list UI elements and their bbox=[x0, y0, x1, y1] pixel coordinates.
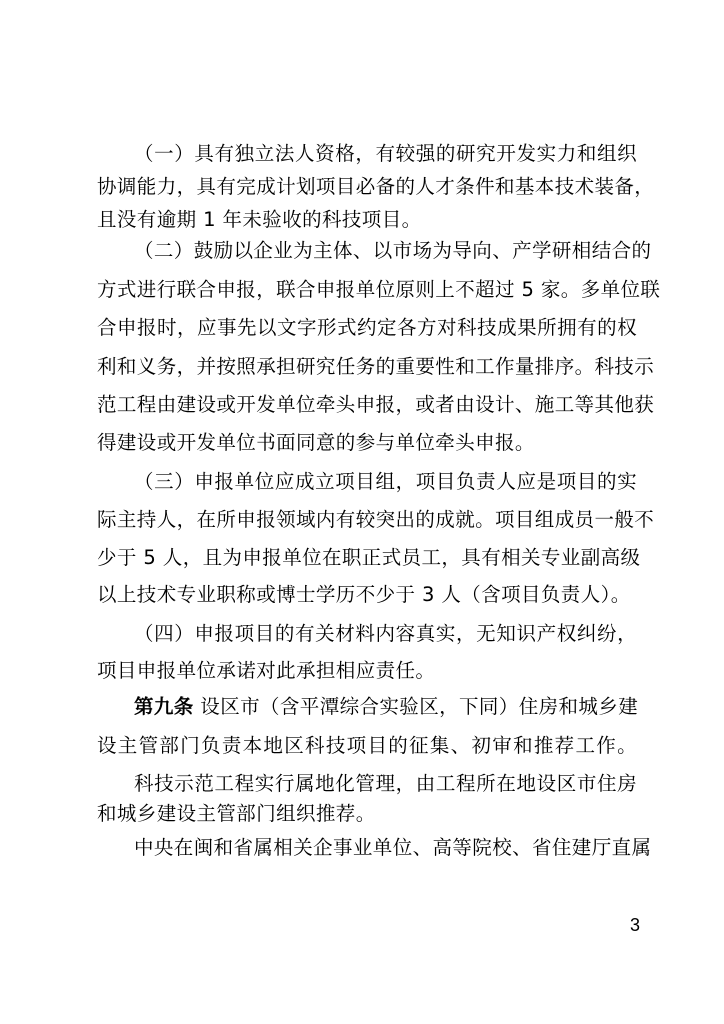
clause-3-line-2: 际主持人，在所申报领域内有较突出的成就。项目组成员一般不 bbox=[97, 508, 655, 531]
article-9-line-2: 设主管部门负责本地区科技项目的征集、初审和推荐工作。 bbox=[97, 734, 637, 757]
clause-3-line-4: 以上技术专业职称或博士学历不少于 3 人（含项目负责人）。 bbox=[97, 583, 631, 606]
clause-1-line-2: 协调能力，具有完成计划项目必备的人才条件和基本技术装备， bbox=[97, 175, 655, 198]
article-9-text: 设区市（含平潭综合实验区，下同）住房和城乡建 bbox=[193, 695, 639, 718]
clause-2-line-1: （二）鼓励以企业为主体、以市场为导向、产学研相结合的 bbox=[134, 239, 652, 262]
article-9-label: 第九条 bbox=[134, 695, 194, 718]
clause-2-line-2: 方式进行联合申报，联合申报单位原则上不超过 5 家。多单位联 bbox=[97, 278, 661, 301]
demo-project-line-2: 和城乡建设主管部门组织推荐。 bbox=[97, 802, 376, 825]
clause-2-line-5: 范工程由建设或开发单位牵头申报，或者由设计、施工等其他获 bbox=[97, 393, 655, 416]
clause-1-line-3: 且没有逾期 1 年未验收的科技项目。 bbox=[97, 208, 422, 231]
central-units-line-1: 中央在闽和省属相关企事业单位、高等院校、省住建厅直属 bbox=[134, 836, 652, 859]
clause-4-line-2: 项目申报单位承诺对此承担相应责任。 bbox=[97, 659, 436, 682]
article-9-line-1 bbox=[134, 692, 637, 722]
clause-1-line-1: （一）具有独立法人资格，有较强的研究开发实力和组织 bbox=[134, 142, 637, 165]
clause-4-line-1: （四）申报项目的有关材料内容真实，无知识产权纠纷， bbox=[134, 622, 637, 645]
clause-3-line-1: （三）申报单位应成立项目组，项目负责人应是项目的实 bbox=[134, 470, 637, 493]
demo-project-line-1: 科技示范工程实行属地化管理，由工程所在地设区市住房 bbox=[134, 772, 637, 795]
clause-2-line-4: 利和义务，并按照承担研究任务的重要性和工作量排序。科技示 bbox=[97, 355, 655, 378]
clause-2-line-6: 得建设或开发单位书面同意的参与单位牵头申报。 bbox=[97, 431, 535, 454]
clause-3-line-3: 少于 5 人，且为申报单位在职正式员工，具有相关专业副高级 bbox=[97, 546, 641, 569]
page-number: 3 bbox=[629, 915, 640, 935]
clause-2-line-3: 合申报时，应事先以文字形式约定各方对科技成果所拥有的权 bbox=[97, 316, 637, 339]
